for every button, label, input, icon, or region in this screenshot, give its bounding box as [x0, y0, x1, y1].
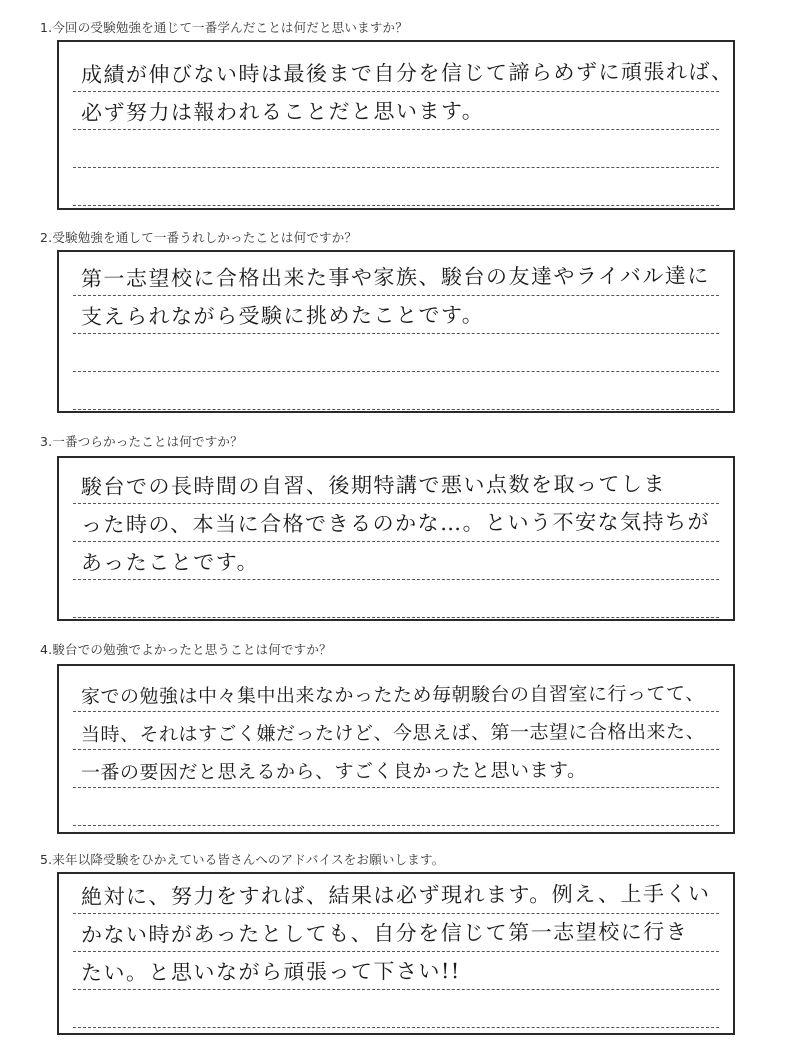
answer-box-3 [57, 456, 735, 621]
question-1-label: 1.今回の受験勉強を通じて一番学んだことは何だと思いますか？ [40, 20, 408, 35]
answer-text: 成績が伸びない時は最後まで自分を信じて諦らめずに頑張れば、 [80, 59, 734, 88]
answer-line [73, 466, 719, 504]
answer-text: 一番の要因だと思えるから、すごく良かったと思います。 [80, 759, 587, 784]
answer-text: 支えられながら受験に挑めたことです。 [80, 302, 485, 330]
answer-text: 当時、それはすごく嫌だったけど、今思えば、第一志望に合格出来た、 [80, 720, 706, 746]
question-5-label: 5.来年以降受験をひかえている皆さんへのアドバイスをお願いします。 [40, 852, 445, 867]
answer-line [73, 542, 719, 580]
answer-line [73, 130, 719, 168]
answer-text: あったことです。 [80, 550, 260, 575]
answer-box-1 [57, 40, 735, 210]
answer-line [73, 504, 719, 542]
answer-line [73, 168, 719, 206]
answer-line [73, 54, 734, 92]
answer-line [73, 788, 719, 826]
answer-text: った時の、本当に合格できるのかな…。という不安な気持ちが [80, 509, 711, 537]
answer-box-5 [57, 872, 735, 1035]
answer-text: たい。と思いながら頑張って下さい!! [80, 959, 461, 985]
answer-box-2 [57, 250, 735, 413]
answer-line [73, 372, 719, 410]
answer-text: 必ず努力は報われることだと思います。 [80, 98, 485, 126]
question-4-label: 4.駿台での勉強でよかったと思うことは何ですか？ [40, 642, 332, 657]
answer-line [73, 914, 719, 952]
answer-line [73, 92, 719, 130]
answer-text: かない時があったとしても、自分を信じて第一志望校に行き [80, 919, 689, 947]
answer-text: 駿台での長時間の自習、後期特講で悪い点数を取ってしま [80, 471, 666, 500]
answer-text: 第一志望校に合格出来た事や家族、駿台の友達やライバル達に [80, 263, 710, 292]
answer-text: 絶対に、努力をすれば、結果は必ず現れます。例え、上手くい [80, 881, 711, 909]
answer-line [73, 876, 719, 914]
answer-line [73, 580, 719, 618]
answer-line [73, 296, 719, 334]
answer-line [73, 712, 719, 750]
answer-line [73, 334, 719, 372]
answer-line [73, 750, 719, 788]
answer-line [73, 952, 719, 990]
question-3-label: 3.一番つらかったことは何ですか？ [40, 434, 243, 449]
answer-line [73, 990, 719, 1028]
answer-line [73, 258, 719, 296]
question-2-label: 2.受験勉強を通して一番うれしかったことは何ですか？ [40, 230, 358, 245]
answer-text: 家での勉強は中々集中出来なかったため毎朝駿台の自習室に行ってて、 [80, 682, 705, 708]
answer-box-4 [57, 664, 735, 834]
answer-line [73, 674, 719, 712]
